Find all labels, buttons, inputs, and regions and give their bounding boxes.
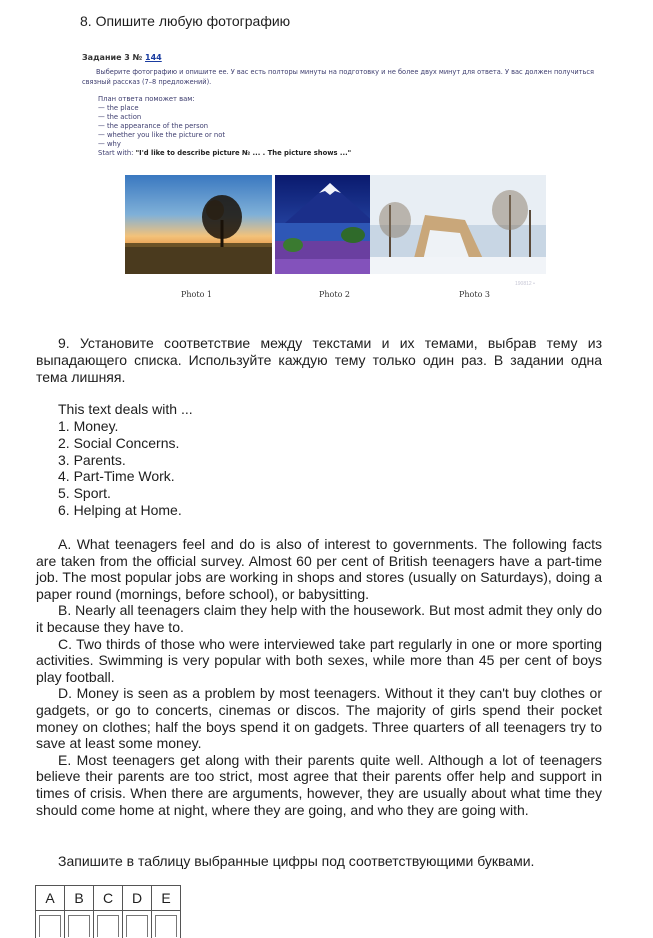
deals-with-label: This text deals with ... — [58, 401, 193, 417]
plan-title: План ответа поможет вам: — [98, 95, 195, 103]
answer-cell-e[interactable] — [152, 911, 181, 938]
write-instruction: Запишите в таблицу выбранные цифры под соответствующими буквами. — [58, 853, 535, 869]
plan-item: — the place — [98, 104, 139, 112]
task9-intro: 9. Установите соответствие между текстами и их темами, выбрав тему из выпадающего списка. Используйте каждую тему только один раз. В задании одна тема лишняя. — [36, 335, 602, 385]
reading-texts — [36, 536, 602, 818]
photo-2-caption: Photo 2 — [319, 290, 351, 299]
task-header — [82, 53, 162, 62]
task-number-link[interactable]: 144 — [145, 53, 162, 62]
answer-cell-b[interactable] — [65, 911, 94, 938]
text-c: C. Two thirds of those who were interviewed take part regularly in one or more sporting activities. Swimming is very popular with both sexes, while more than 45 per cent of boys play football. — [36, 635, 602, 685]
start-prefix: Start with: — [98, 149, 136, 157]
answer-box[interactable] — [155, 915, 177, 937]
start-phrase: "I'd like to describe picture № ... . The picture shows ..." — [135, 149, 352, 157]
text-d: D. Money is seen as a problem by most teenagers. Without it they can't buy clothes or gadgets, or go to concerts, cinemas or discos. The majority of girls spend their pocket money on clothes; half the boys spend it on gadgets. Three quarters of all teenagers try to save at least some money. — [36, 685, 602, 752]
topic-item: 2. Social Concerns. — [58, 434, 180, 451]
plan-item: — why — [98, 140, 121, 148]
answer-plan — [98, 95, 351, 158]
text-a: A. What teenagers feel and do is also of interest to governments. The following facts are taken from the official survey. Almost 60 per cent of British teenagers have a part-time job. The most popular jobs are working in shops and stores (usually on Saturdays), doing a paper round (mornings, before school), or babysitting. — [36, 536, 602, 602]
topic-item: 5. Sport. — [58, 485, 111, 502]
topic-item: 3. Parents. — [58, 451, 126, 468]
photo-3-caption: Photo 3 — [459, 290, 491, 299]
answer-box[interactable] — [39, 915, 61, 937]
answer-cell-a[interactable] — [36, 911, 65, 938]
text-e: E. Most teenagers get along with their parents quite well. Although a lot of teenagers believe their parents are too strict, most agree that their parents offer help and support in times of crisis. When there are arguments, however, they are usually about what time they should come home at night, where they are going, and who they are going with. — [36, 751, 602, 818]
topic-item: 4. Part-Time Work. — [58, 468, 175, 485]
plan-item: — the action — [98, 113, 142, 121]
answer-box[interactable] — [97, 915, 119, 937]
answer-box[interactable] — [126, 915, 148, 937]
topic-item: 1. Money. — [58, 418, 119, 434]
task8-title: 8. Опишите любую фотографию — [80, 13, 291, 29]
answer-header-a: A — [36, 886, 65, 911]
task-instruction: Выберите фотографию и опишите ее. У вас есть полторы минуты на подготовку и не более двух минут для ответа. У вас должен получиться связный рассказ (7–8 предложений). — [82, 68, 594, 86]
answer-header-d: D — [123, 886, 152, 911]
watermark: 190812 • — [515, 281, 535, 287]
answer-header-c: C — [94, 886, 123, 911]
answer-header-e: E — [152, 886, 181, 911]
topic-item: 6. Helping at Home. — [58, 501, 182, 518]
plan-item: — whether you like the picture or not — [98, 131, 226, 139]
text-b: B. Nearly all teenagers claim they help with the housework. But most admit they only do it because they have to. — [36, 602, 602, 635]
photo-1-caption: Photo 1 — [181, 290, 213, 299]
answer-table — [35, 885, 181, 938]
photo-1-tree-sunset — [125, 175, 272, 274]
photo-3-winter-landscape — [370, 175, 546, 274]
answer-header-b: B — [65, 886, 94, 911]
answer-cell-c[interactable] — [94, 911, 123, 938]
start-with — [98, 149, 351, 158]
answer-box[interactable] — [68, 915, 90, 937]
plan-item: — the appearance of the person — [98, 122, 209, 130]
answer-cell-d[interactable] — [123, 911, 152, 938]
topic-list — [58, 418, 182, 519]
task-header-prefix: Задание 3 № — [82, 53, 146, 62]
